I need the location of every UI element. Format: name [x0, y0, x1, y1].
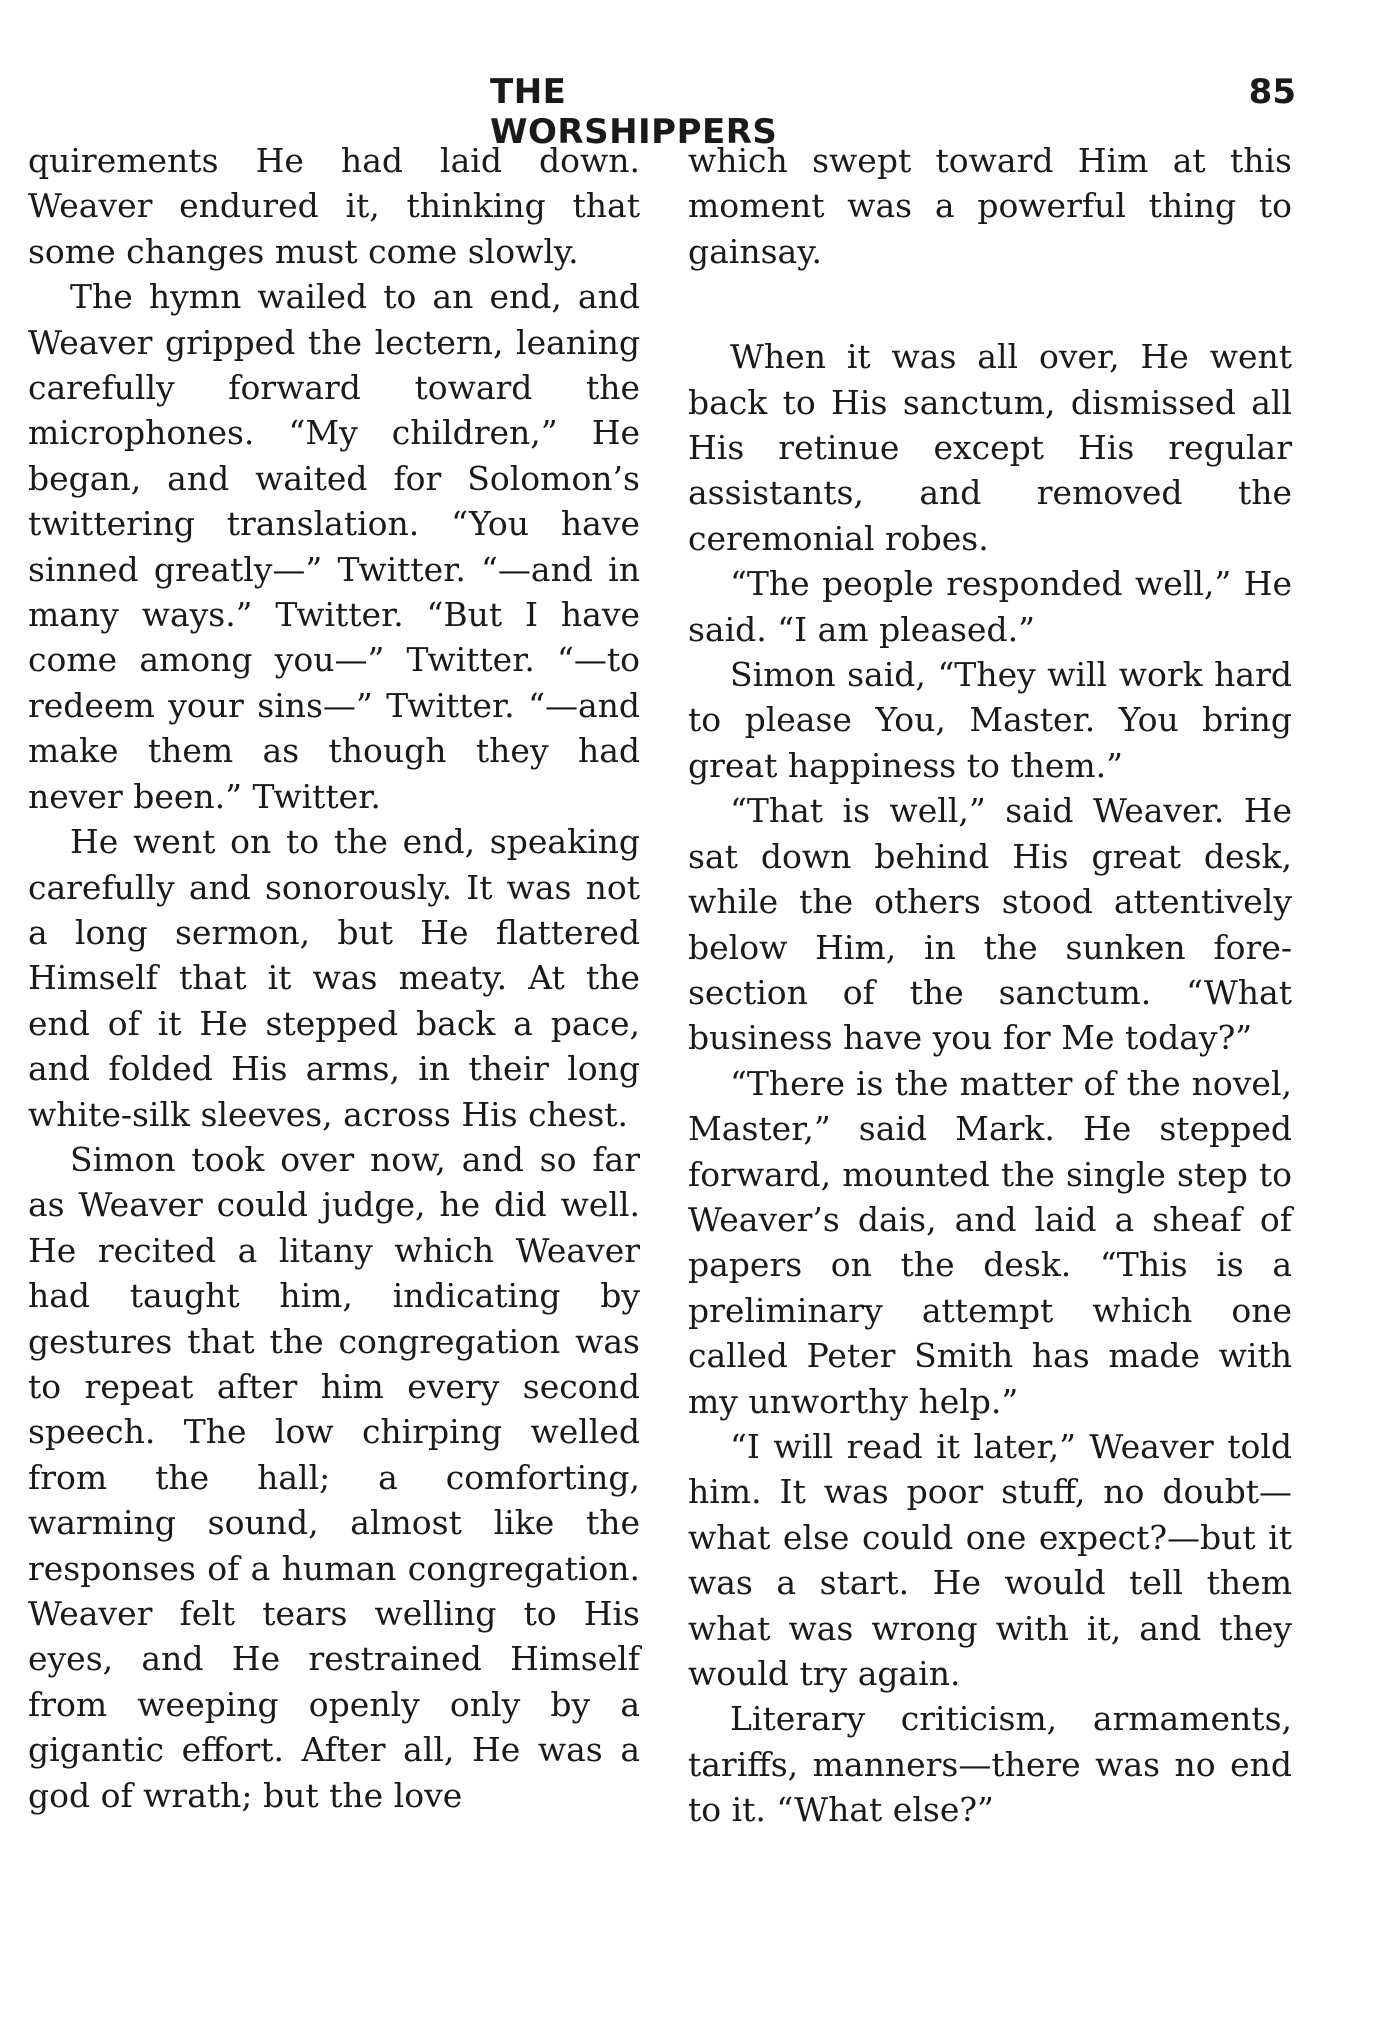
section-break: [688, 274, 1292, 334]
paragraph: which swept toward Him at this moment was a powerful thing to gainsay.: [688, 141, 1292, 271]
right-column: [688, 138, 1292, 1833]
paragraph: Literary criticism, armaments, tariffs, manners—there was no end to it. “What else?”: [688, 1699, 1292, 1830]
paragraph: “That is well,” said Weaver. He sat down behind His great desk, while the others stood attentively below Him, in the sunken fore-section of the sanctum. “What business have you for Me today?”: [688, 791, 1292, 1058]
paragraph: When it was all over, He went back to His sanctum, dismissed all His retinue except His regular assistants, and removed the ceremonial robes.: [688, 337, 1292, 558]
paragraph: The hymn wailed to an end, and Weaver gripped the lectern, leaning carefully forward toward the microphones. “My children,” He began, and waited for Solomon’s twittering translation. “You have sinned greatly—” Twitter. “—and in many ways.” Twitter. “But I have come among you—” Twitter. “—to redeem your sins—” Twitter. “—and make them as though they had never been.” Twitter.: [28, 277, 640, 816]
paragraph: Simon said, “They will work hard to please You, Master. You bring great happiness to them.”: [688, 655, 1292, 785]
paragraph: Simon took over now, and so far as Weaver could judge, he did well. He recited a litany which Weaver had taught him, indicating by gestures that the congregation was to repeat after him every second speech. The low chirping welled from the hall; a comforting, warming sound, almost like the responses of a human congregation. Weaver felt tears welling to His eyes, and He restrained Himself from weeping openly only by a gigantic effort. After all, He was a god of wrath; but the love: [28, 1139, 640, 1815]
paragraph: He went on to the end, speaking carefully and sonorously. It was not a long sermon, but He flattered Himself that it was meaty. At the end of it He stepped back a pace, and folded His arms, in their long white-silk sleeves, across His chest.: [28, 822, 640, 1134]
running-head-title: THE WORSHIPPERS: [490, 72, 778, 152]
left-column: [28, 138, 640, 1818]
paragraph: “I will read it later,” Weaver told him. It was poor stuff, no doubt—what else could one expect?—but it was a start. He would tell them what was wrong with it, and they would try again.: [688, 1426, 1292, 1693]
page-number: 85: [1248, 72, 1296, 112]
paragraph: “The people responded well,” He said. “I am pleased.”: [688, 564, 1292, 649]
paragraph: “There is the matter of the novel, Master,” said Mark. He stepped forward, mounted the single step to Weaver’s dais, and laid a sheaf of papers on the desk. “This is a preliminary attempt which one called Peter Smith has made with my unworthy help.”: [688, 1063, 1292, 1421]
paragraph: quirements He had laid down. Weaver endured it, thinking that some changes must come slowly.: [28, 141, 640, 271]
